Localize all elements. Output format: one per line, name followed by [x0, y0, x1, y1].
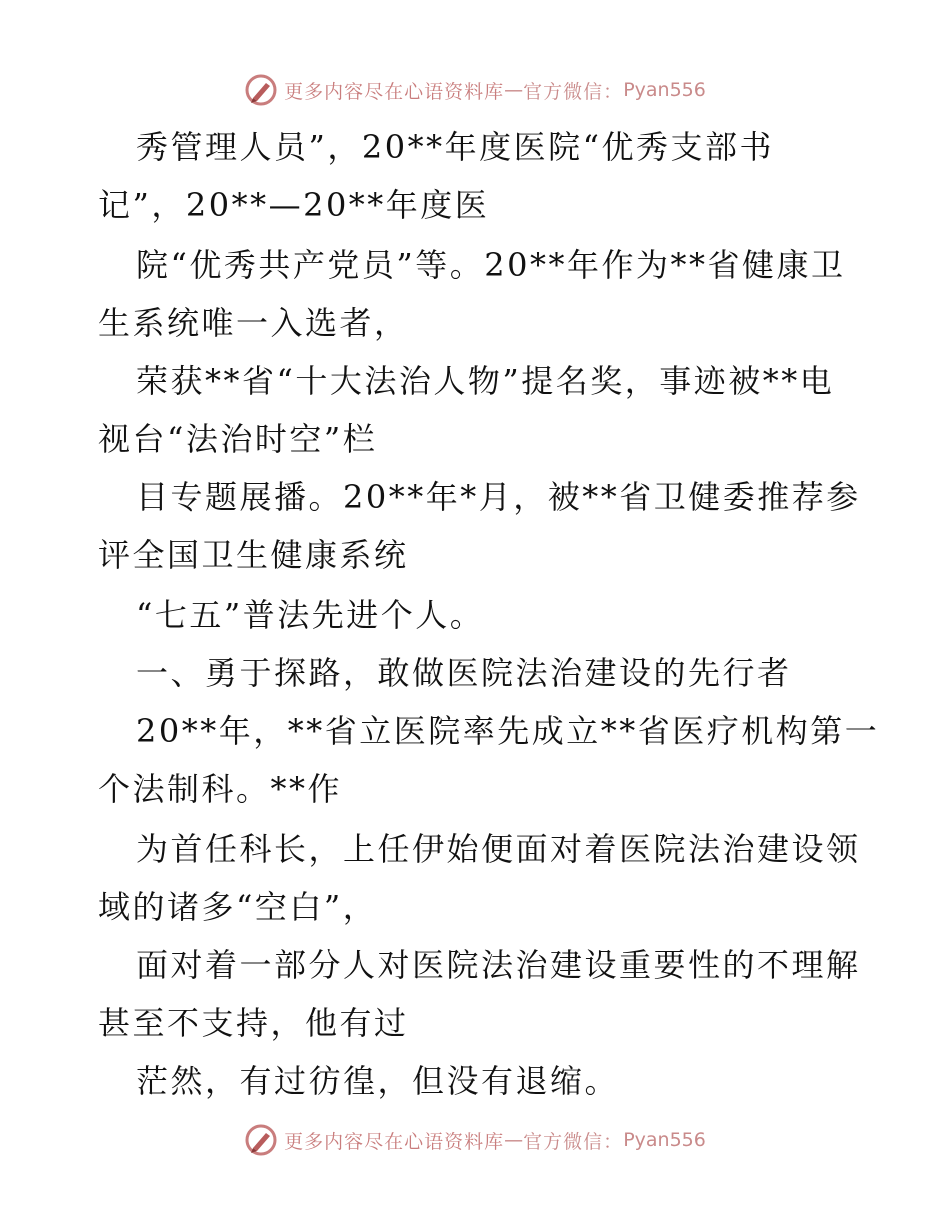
watermark-main-text: 更多内容尽在心语资料库 [284, 1130, 505, 1153]
text-line: 评全国卫生健康系统 [98, 536, 409, 574]
watermark-wechat-id: Pyan556 [623, 79, 706, 101]
footer-watermark [0, 1120, 950, 1160]
text-line: 目专题展播。20**年*月，被**省卫健委推荐参 [136, 478, 861, 516]
watermark-wechat-label: 官方微信： [523, 80, 624, 103]
text-line: 院“优秀共产党员”等。20**年作为**省健康卫 [136, 246, 846, 284]
watermark-main-text: 更多内容尽在心语资料库 [284, 80, 505, 103]
text-line: 记”，20**—20**年度医 [98, 186, 490, 224]
section-heading: 一、勇于探路，敢做医院法治建设的先行者 [136, 654, 792, 692]
text-line: 个法制科。**作 [98, 770, 343, 808]
text-line: 视台“法治时空”栏 [98, 420, 378, 458]
text-line: 面对着一部分人对医院法治建设重要性的不理解 [136, 946, 861, 984]
text-line: “七五”普法先进个人。 [136, 596, 485, 634]
text-line: 生系统唯一入选者， [98, 304, 409, 342]
text-line: 秀管理人员”，20**年度医院“优秀支部书 [136, 128, 774, 166]
text-line: 茫然，有过彷徨，但没有退缩。 [136, 1062, 620, 1100]
text-line: 域的诸多“空白”， [98, 888, 378, 926]
text-line: 20**年，**省立医院率先成立**省医疗机构第一 [136, 712, 880, 750]
text-line: 荣获**省“十大法治人物”提名奖，事迹被**电 [136, 362, 835, 400]
pen-logo-icon [244, 1123, 278, 1157]
header-watermark [0, 70, 950, 110]
watermark-wechat-label: 官方微信： [523, 1130, 624, 1153]
text-line: 为首任科长，上任伊始便面对着医院法治建设领 [136, 830, 861, 868]
watermark-wechat-id: Pyan556 [623, 1129, 706, 1151]
watermark-dash: — [504, 79, 524, 101]
pen-logo-icon [244, 73, 278, 107]
watermark-dash: — [504, 1129, 524, 1151]
text-line: 甚至不支持，他有过 [98, 1004, 409, 1042]
